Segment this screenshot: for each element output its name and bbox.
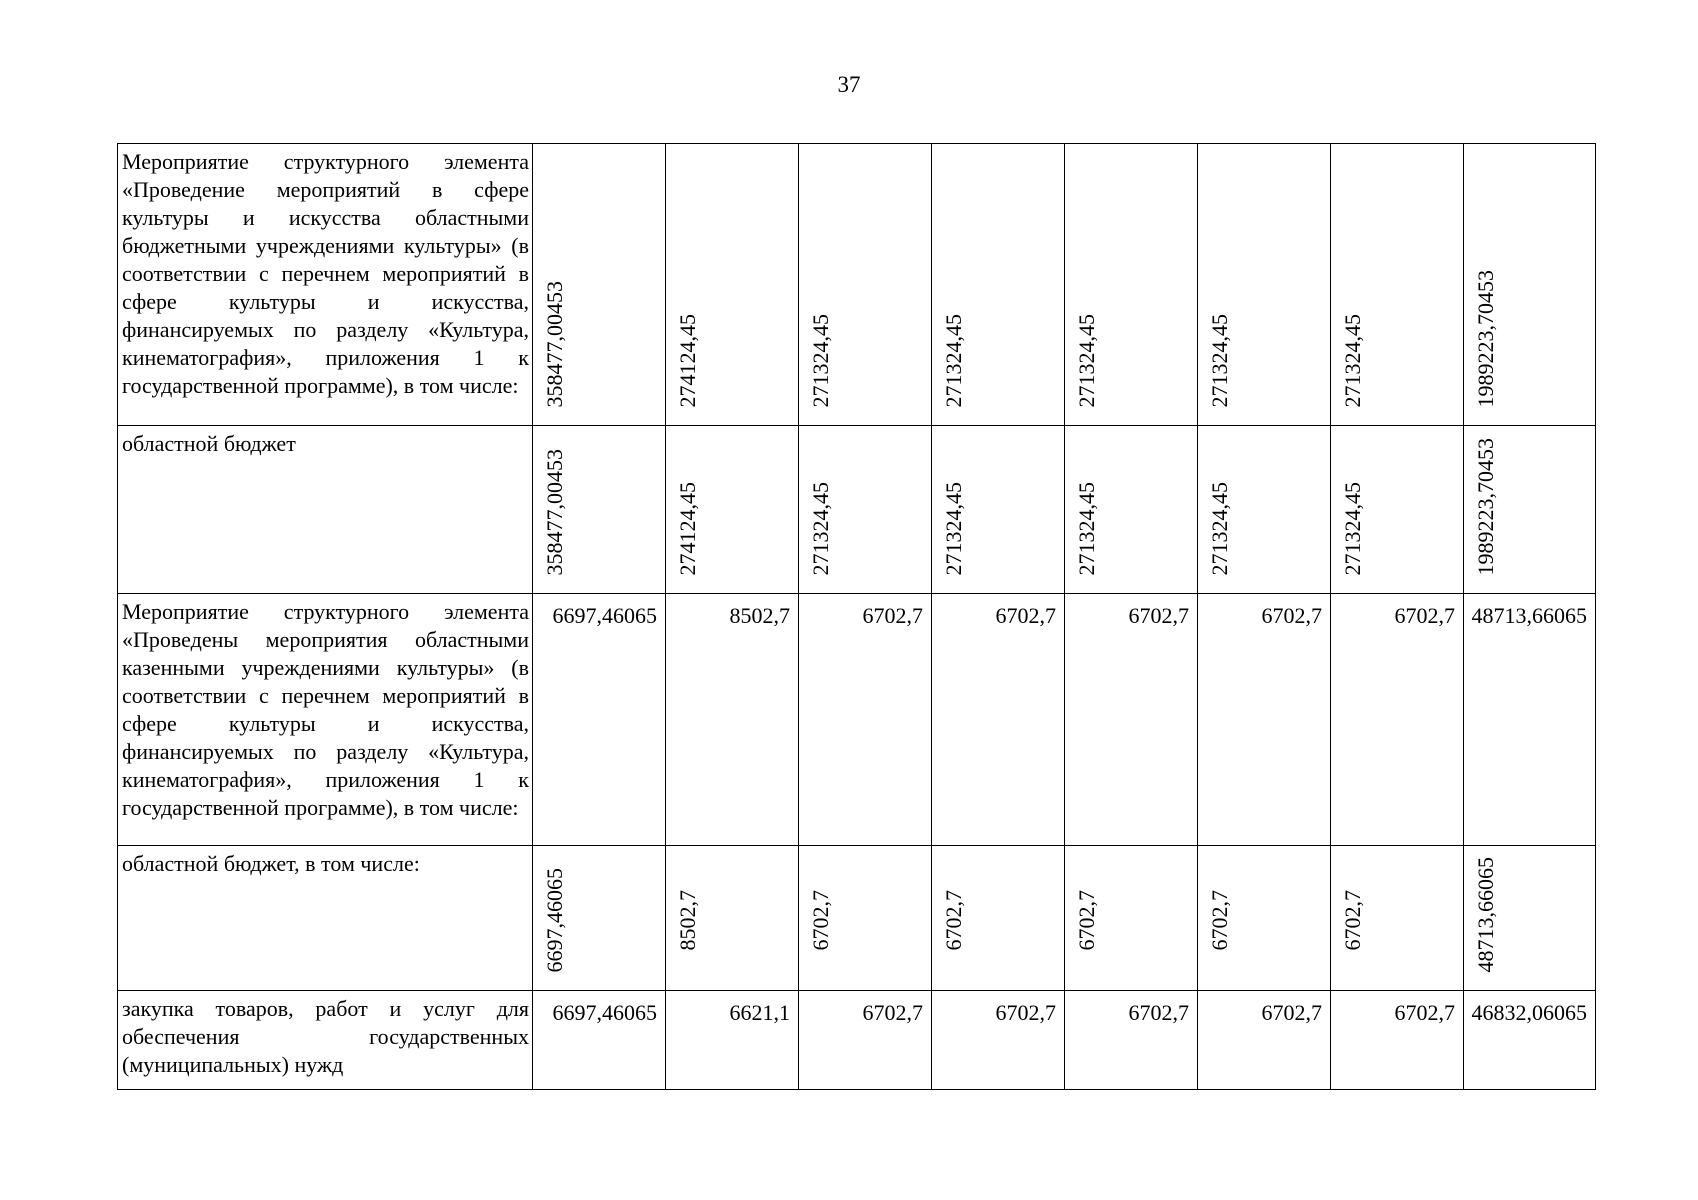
value-cell: 6697,46065 (533, 991, 666, 1090)
value-cell (533, 144, 666, 426)
value-cell (666, 846, 799, 991)
value-cell (932, 426, 1065, 594)
value-cell (1331, 426, 1464, 594)
value-cell (1331, 144, 1464, 426)
table-row (118, 846, 1596, 991)
value-text: 6697,46065 (542, 867, 567, 972)
value-text: 271324,45 (941, 313, 966, 407)
total-value-cell (1464, 846, 1596, 991)
value-cell: 6702,7 (1331, 991, 1464, 1090)
value-cell (1065, 426, 1198, 594)
value-text: 271324,45 (1074, 481, 1099, 575)
value-cell (799, 846, 932, 991)
page-number: 37 (837, 72, 861, 97)
value-cell (1331, 846, 1464, 991)
value-text: 6702,7 (1074, 889, 1099, 950)
table-row (118, 144, 1596, 426)
value-cell (1198, 846, 1331, 991)
value-text: 358477,00453 (542, 448, 567, 575)
value-text: 6702,7 (941, 889, 966, 950)
value-cell (799, 426, 932, 594)
value-text: 271324,45 (1207, 481, 1232, 575)
value-cell (1198, 144, 1331, 426)
value-cell: 6621,1 (666, 991, 799, 1090)
value-text: 271324,45 (1340, 481, 1365, 575)
value-cell (1065, 846, 1198, 991)
value-cell: 8502,7 (666, 594, 799, 846)
value-cell: 6702,7 (1065, 991, 1198, 1090)
value-cell (932, 144, 1065, 426)
value-text: 271324,45 (808, 313, 833, 407)
value-cell (1198, 426, 1331, 594)
value-text: 271324,45 (1340, 313, 1365, 407)
row-description: областной бюджет (118, 426, 533, 594)
value-text: 6702,7 (808, 889, 833, 950)
value-text: 6702,7 (1340, 889, 1365, 950)
value-cell (666, 144, 799, 426)
value-cell: 6702,7 (799, 991, 932, 1090)
value-cell: 6702,7 (1198, 991, 1331, 1090)
row-description: Мероприятие структурного элемента «Проведены мероприятия областными казенными учреждениями культуры» (в соответствии с перечнем мероприятий в сфере культуры и искусства, финансируемых по разделу «Культура, кинематография», приложения 1 к государственной программе), в том числе: (118, 594, 533, 846)
table-row (118, 991, 1596, 1090)
value-cell (932, 846, 1065, 991)
row-description: закупка товаров, работ и услуг для обеспечения государственных (муниципальных) нужд (118, 991, 533, 1090)
row-description: областной бюджет, в том числе: (118, 846, 533, 991)
value-cell (533, 426, 666, 594)
value-text: 271324,45 (1074, 313, 1099, 407)
value-cell (666, 426, 799, 594)
total-value-cell: 46832,06065 (1464, 991, 1596, 1090)
value-cell: 6702,7 (1198, 594, 1331, 846)
total-value-cell: 48713,66065 (1464, 594, 1596, 846)
row-description: Мероприятие структурного элемента «Проведение мероприятий в сфере культуры и искусства областными бюджетными учреждениями культуры» (в соответствии с перечнем мероприятий в сфере культуры и искусства, финансируемых по разделу «Культура, кинематография», приложения 1 к государственной программе), в том числе: (118, 144, 533, 426)
value-text: 8502,7 (675, 889, 700, 950)
value-text: 358477,00453 (542, 280, 567, 407)
value-cell (533, 846, 666, 991)
value-text: 1989223,70453 (1473, 269, 1498, 407)
total-value-cell (1464, 144, 1596, 426)
table-row (118, 594, 1596, 846)
value-text: 271324,45 (808, 481, 833, 575)
value-cell (1065, 144, 1198, 426)
budget-table (117, 143, 1596, 1090)
total-value-cell (1464, 426, 1596, 594)
value-cell: 6702,7 (932, 991, 1065, 1090)
value-cell: 6702,7 (932, 594, 1065, 846)
value-text: 271324,45 (1207, 313, 1232, 407)
value-cell: 6702,7 (1065, 594, 1198, 846)
table-row (118, 426, 1596, 594)
value-cell: 6702,7 (799, 594, 932, 846)
value-cell (799, 144, 932, 426)
value-text: 48713,66065 (1473, 856, 1498, 972)
value-cell: 6702,7 (1331, 594, 1464, 846)
value-cell: 6697,46065 (533, 594, 666, 846)
value-text: 271324,45 (941, 481, 966, 575)
value-text: 1989223,70453 (1473, 437, 1498, 575)
value-text: 274124,45 (675, 313, 700, 407)
value-text: 6702,7 (1207, 889, 1232, 950)
value-text: 274124,45 (675, 481, 700, 575)
